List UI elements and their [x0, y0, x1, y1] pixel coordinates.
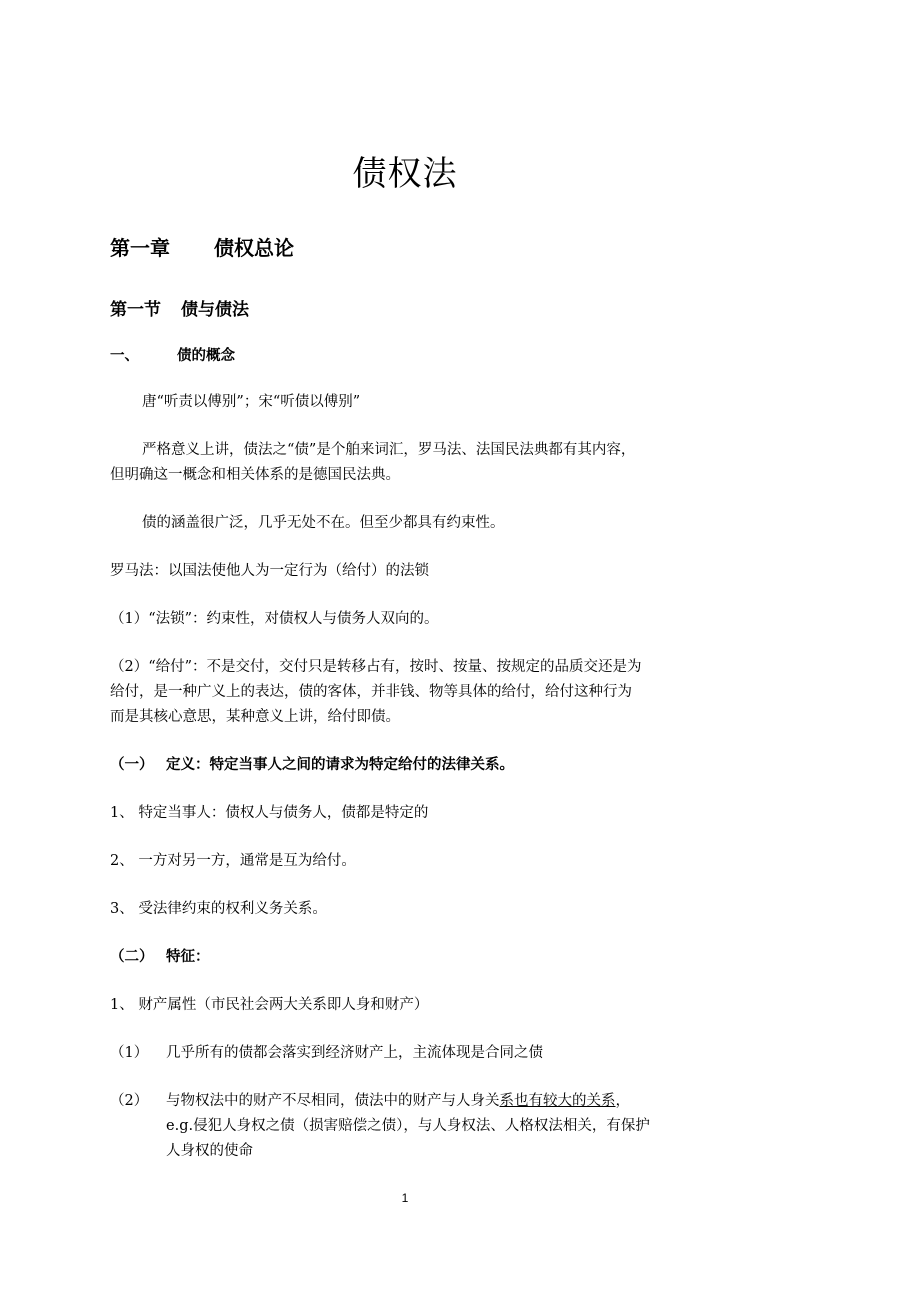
subsection-title: 债的概念 — [177, 348, 235, 364]
section-heading — [110, 295, 249, 320]
paragraph-5: （1）“法锁”：约束性，对债权人与债务人双向的。 — [110, 611, 439, 627]
sub-item-text-b: ， — [615, 1093, 630, 1109]
features-label: （二） — [110, 949, 154, 965]
paragraph-4: 罗马法：以国法使他人为一定行为（给付）的法锁 — [110, 563, 429, 579]
features-sub-2-line-2: e.g.侵犯人身权之债（损害赔偿之债），与人身权法、人格权法相关，有保护 — [166, 1118, 650, 1134]
features-text: 特征： — [166, 949, 210, 965]
section-label: 第一节 — [110, 300, 161, 320]
subsection-heading — [110, 344, 235, 365]
features-sub-2-line-3: 人身权的使命 — [166, 1143, 253, 1159]
section-title: 债与债法 — [181, 300, 249, 320]
features-sub-2 — [110, 1089, 630, 1114]
list-item-text: 一方对另一方，通常是互为给付。 — [138, 853, 356, 869]
chapter-heading — [110, 232, 294, 261]
underlined-text: 系也有较大的关系 — [499, 1093, 616, 1109]
chapter-label: 第一章 — [110, 236, 170, 260]
list-item — [110, 849, 356, 874]
paragraph-2-line-2: 但明确这一概念和相关体系的是德国民法典。 — [110, 467, 400, 483]
sub-item-text-a: 与物权法中的财产不尽相同，债法中的财产与人身关 — [166, 1093, 500, 1109]
document-title: 债权法 — [352, 154, 458, 194]
sub-item-text: 几乎所有的债都会落实到经济财产上，主流体现是合同之债 — [166, 1045, 543, 1061]
list-item — [110, 801, 428, 826]
paragraph-1: 唐“听责以傅别”；宋“听债以傅别” — [142, 394, 361, 410]
sub-item-number: （1） — [110, 1045, 149, 1061]
paragraph-6-line-1: （2）“给付”：不是交付，交付只是转移占有，按时、按量、按规定的品质交还是为 — [110, 659, 642, 675]
paragraph-3: 债的涵盖很广泛，几乎无处不在。但至少都具有约束性。 — [142, 515, 505, 531]
paragraph-2-line-1: 严格意义上讲，债法之“债”是个舶来词汇，罗马法、法国民法典都有其内容， — [142, 442, 636, 458]
features-item-1: 1、 财产属性（市民社会两大关系即人身和财产） — [110, 997, 429, 1013]
definition-heading — [110, 753, 514, 778]
features-sub-1 — [110, 1041, 543, 1066]
list-item-number: 2、 — [110, 853, 134, 869]
paragraph-6-line-3: 而是其核心意思，某种意义上讲，给付即债。 — [110, 709, 400, 725]
sub-item-number: （2） — [110, 1093, 149, 1109]
chapter-title: 债权总论 — [214, 236, 294, 260]
subsection-label: 一、 — [110, 348, 139, 364]
features-heading — [110, 945, 210, 970]
list-item — [110, 897, 327, 922]
list-item-text: 特定当事人：债权人与债务人，债都是特定的 — [138, 805, 429, 821]
list-item-number: 3、 — [110, 901, 134, 917]
list-item-text: 受法律约束的权利义务关系。 — [138, 901, 327, 917]
list-item-number: 1、 — [110, 805, 134, 821]
paragraph-6-line-2: 给付，是一种广义上的表达，债的客体，并非钱、物等具体的给付，给付这种行为 — [110, 684, 632, 700]
definition-text: 定义：特定当事人之间的请求为特定给付的法律关系。 — [166, 757, 514, 773]
page-number: 1 — [401, 1191, 409, 1205]
definition-label: （一） — [110, 757, 154, 773]
